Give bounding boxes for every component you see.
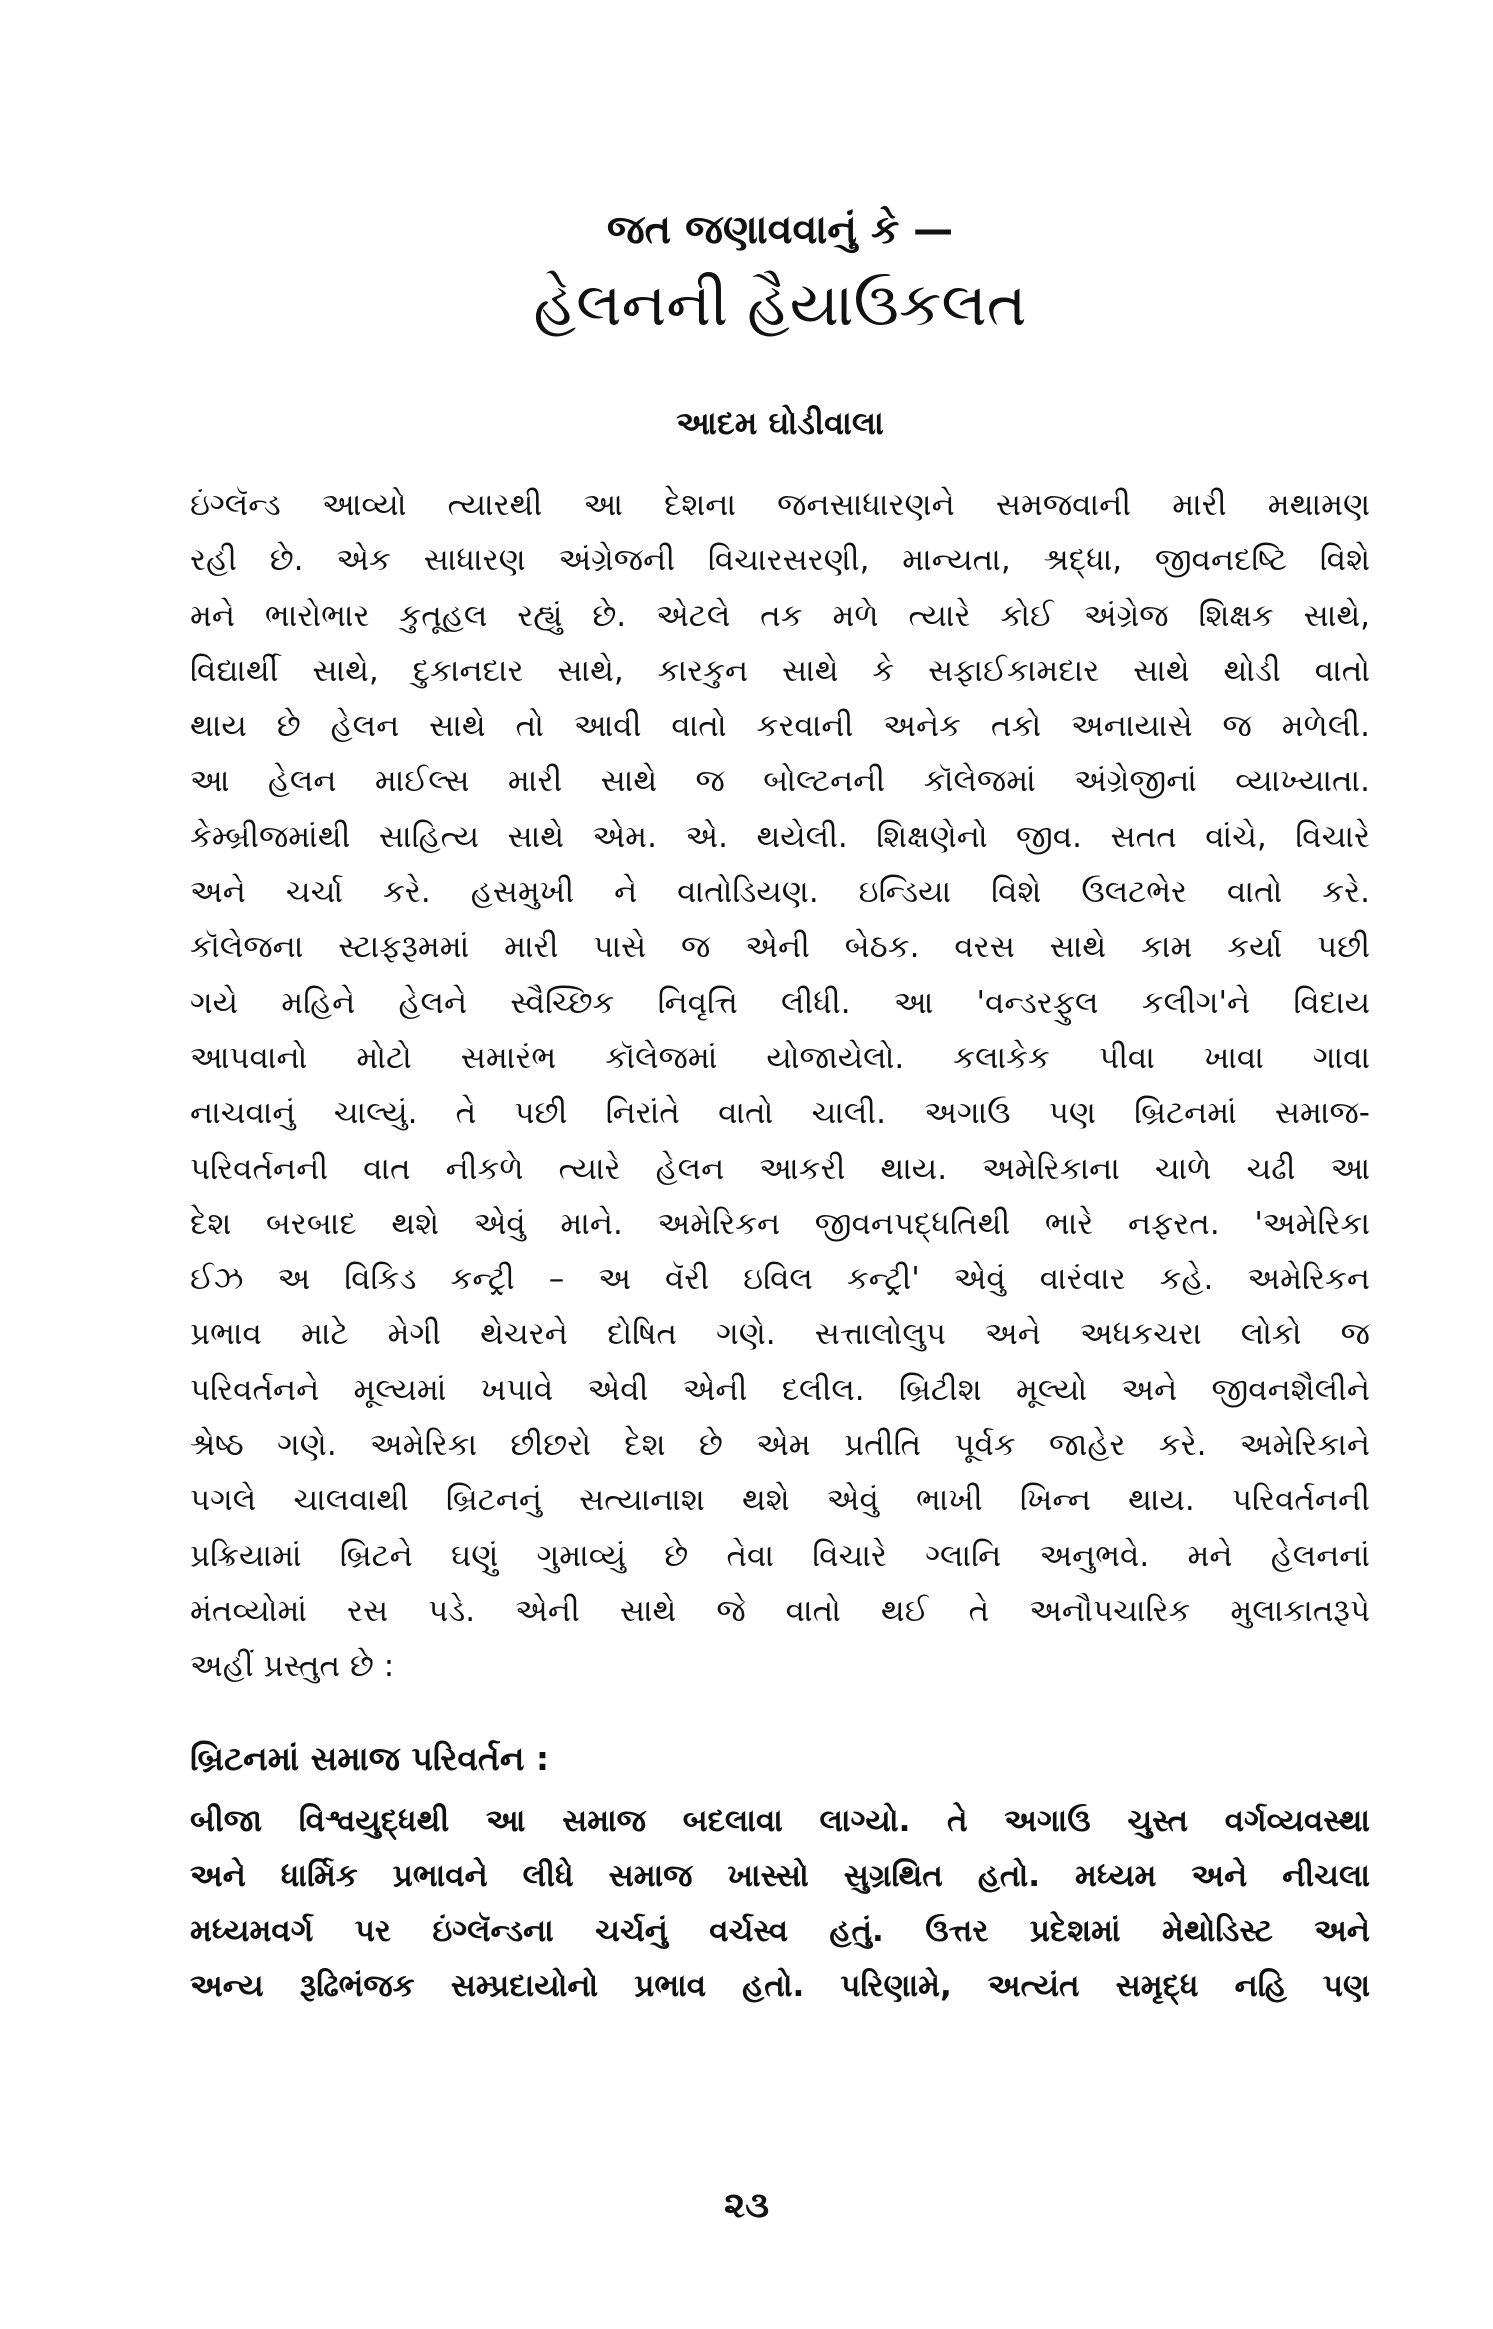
author-name: આદમ ઘોડીવાલા <box>676 404 884 442</box>
text-line: પરિવર્તનને મૂલ્યમાં ખપાવે એવી એની દલીલ. બ્રિટીશ મૂલ્યો અને જીવનશૈલીને <box>190 1371 1370 1408</box>
article-title: હેલનની હૈયાઉકલત <box>533 270 1027 340</box>
text-line: મને ભારોભાર કુતૂહલ રહ્યું છે. એટલે તક મળે ત્યારે કોઈ અંગ્રેજ શિક્ષક સાથે, <box>190 597 1370 634</box>
intro-paragraph <box>190 478 1370 1695</box>
text-line: પરિવર્તનની વાત નીકળે ત્યારે હેલન આકરી થાય. અમેરિકાના ચાળે ચઢી આ <box>190 1150 1370 1187</box>
text-line: અહીં પ્રસ્તુત છે : <box>190 1648 395 1685</box>
text-line: કેમ્બ્રીજમાંથી સાહિત્ય સાથે એમ. એ. થયેલી. શિક્ષણેનો જીવ. સતત વાંચે, વિચારે <box>190 818 1370 855</box>
text-line: મંતવ્યોમાં રસ પડે. એની સાથે જે વાતો થઈ તે અનૌપચારિક મુલાકાતરૂપે <box>190 1592 1370 1629</box>
text-line: અને ધાર્મિક પ્રભાવને લીધે સમાજ ખાસ્સો સુગ્રથિત હતો. મધ્યમ અને નીચલા <box>190 1857 1370 1894</box>
text-line: દેશ બરબાદ થશે એવું માને. અમેરિકન જીવનપદ્ધતિથી ભારે નફરત. 'અમેરિકા <box>190 1205 1370 1242</box>
text-line: કૉલેજના સ્ટાફરૂમમાં મારી પાસે જ એની બેઠક. વરસ સાથે કામ કર્યા પછી <box>190 929 1370 966</box>
text-line: વિદ્યાર્થી સાથે, દુકાનદાર સાથે, કારકુન સાથે કે સફાઈકામદાર સાથે થોડી વાતો <box>190 652 1370 689</box>
document-page <box>190 200 1370 2015</box>
section-heading: બ્રિટનમાં સમાજ પરિવર્તન : <box>190 1738 550 1778</box>
text-line: બીજા વિશ્વયુદ્ધથી આ સમાજ બદલાવા લાગ્યો. તે અગાઉ ચુસ્ત વર્ગવ્યવસ્થા <box>190 1802 1370 1839</box>
text-line: ગયે મહિને હેલને સ્વૈચ્છિક નિવૃત્તિ લીધી. આ 'વન્ડરફુલ કલીગ'ને વિદાય <box>190 984 1370 1021</box>
text-line: પ્રક્રિયામાં બ્રિટને ઘણું ગુમાવ્યું છે તેવા વિચારે ગ્લાનિ અનુભવે. મને હેલનનાં <box>190 1537 1370 1574</box>
page-number: ૨૩ <box>723 2185 770 2226</box>
text-line: આ હેલન માઈલ્સ મારી સાથે જ બોલ્ટનની કૉલેજમાં અંગ્રેજીનાં વ્યાખ્યાતા. <box>190 763 1370 800</box>
text-line: પગલે ચાલવાથી બ્રિટનનું સત્યાનાશ થશે એવું ભાખી ખિન્ન થાય. પરિવર્તનની <box>190 1482 1370 1519</box>
series-kicker: જત જણાવવાનું કે — <box>606 207 954 253</box>
text-line: ઈઝ અ વિકિડ કન્ટ્રી – અ વૅરી ઇવિલ કન્ટ્રી' એવું વારંવાર કહે. અમેરિકન <box>190 1261 1370 1298</box>
text-line: આપવાનો મોટો સમારંભ કૉલેજમાં યોજાયેલો. કલાકેક પીવા ખાવા ગાવા <box>190 1039 1370 1076</box>
text-line: પ્રભાવ માટે મેગી થેચરને દોષિત ગણે. સત્તાલોલુપ અને અધકચરા લોકો જ <box>190 1316 1370 1353</box>
text-line: નાચવાનું ચાલ્યું. તે પછી નિરાંતે વાતો ચાલી. અગાઉ પણ બ્રિટનમાં સમાજ- <box>190 1095 1370 1132</box>
text-line: રહી છે. એક સાધારણ અંગ્રેજની વિચારસરણી, માન્યતા, શ્રદ્ધા, જીવનદષ્ટિ વિશે <box>190 542 1370 579</box>
text-line: ઇંગ્લૅન્ડ આવ્યો ત્યારથી આ દેશના જનસાધારણને સમજવાની મારી મથામણ <box>190 487 1370 523</box>
text-line: થાય છે હેલન સાથે તો આવી વાતો કરવાની અનેક તકો અનાયાસે જ મળેલી. <box>190 708 1370 745</box>
section-paragraph <box>190 1794 1370 2015</box>
text-line: અને ચર્ચા કરે. હસમુખી ને વાતોડિયણ. ઇન્ડિયા વિશે ઉલટભેર વાતો કરે. <box>190 874 1370 911</box>
text-line: મધ્યમવર્ગ પર ઇંગ્લૅન્ડના ચર્ચનું વર્ચસ્વ હતું. ઉત્તર પ્રદેશમાં મેથોડિસ્ટ અને <box>190 1913 1370 1950</box>
text-line: અન્ય રૂઢિભંજક સમ્પ્રદાયોનો પ્રભાવ હતો. પરિણામે, અત્યંત સમૃદ્ધ નહિ પણ <box>190 1968 1370 2005</box>
text-line: શ્રેષ્ઠ ગણે. અમેરિકા છીછરો દેશ છે એમ પ્રતીતિ પૂર્વક જાહેર કરે. અમેરિકાને <box>190 1427 1370 1464</box>
